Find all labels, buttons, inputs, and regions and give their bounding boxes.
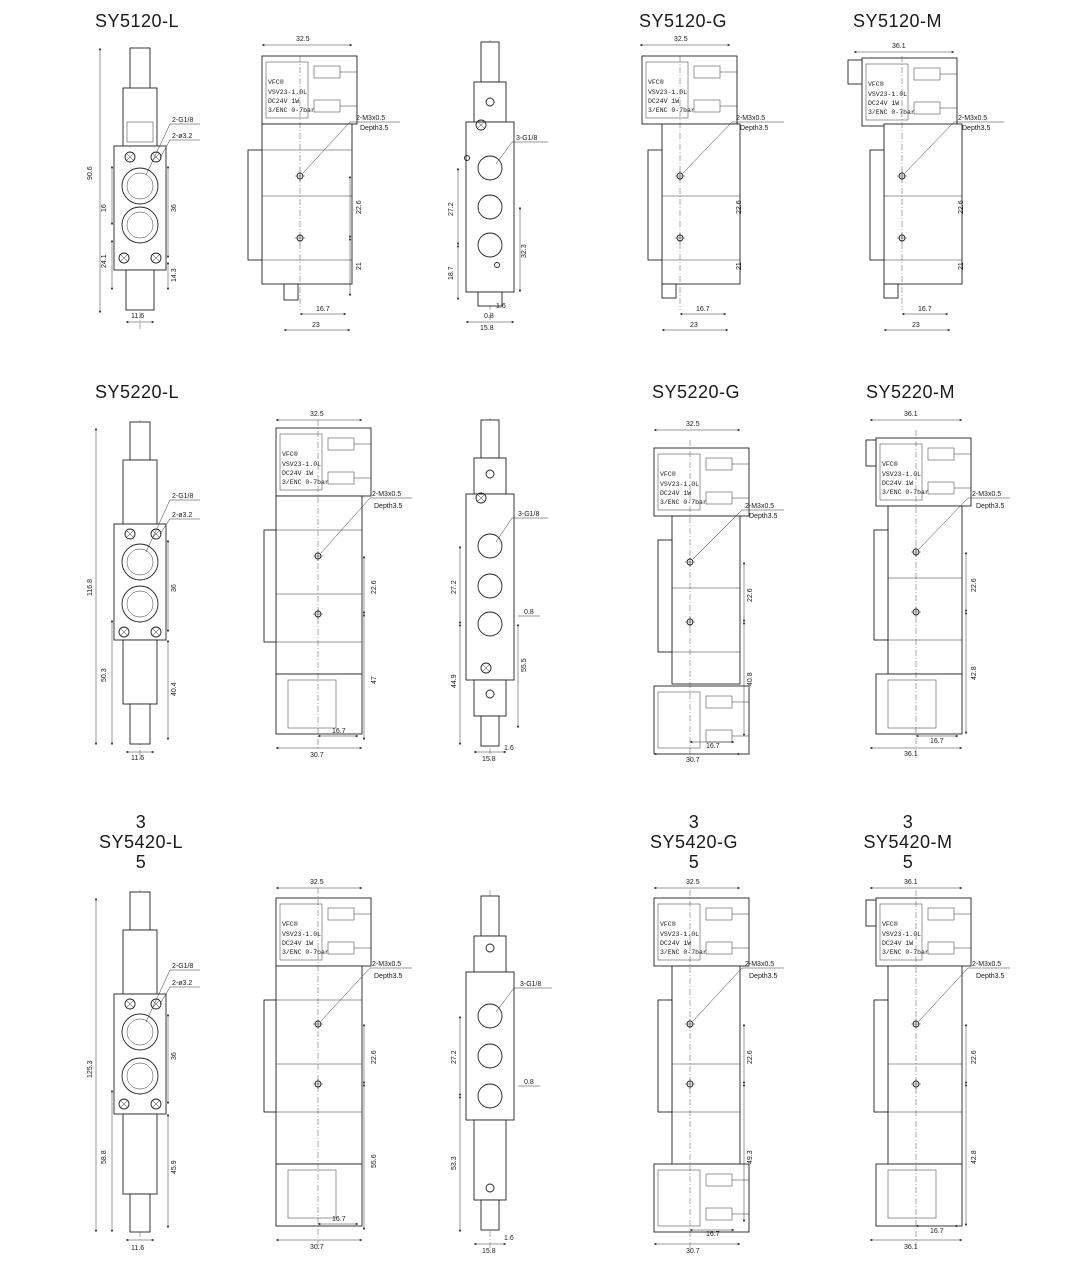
- coil-brand-r2c4: VFC®: [660, 471, 676, 478]
- coil-rating-r2c5: DC24V 1W: [882, 480, 914, 487]
- r1c4-dim-22-6: 22.6: [736, 200, 743, 214]
- r1-dim-14-3: 14.3: [171, 268, 178, 282]
- r2c3-label-g18: 3-G1/8: [518, 511, 540, 518]
- r3c5-label-depth: Depth3.5: [976, 973, 1005, 980]
- coil-model-r3c4: VSV23-1.0L: [660, 931, 700, 938]
- r1c2-dim-16-7: 16.7: [316, 306, 330, 313]
- r3c2-dim-30-7: 30.7: [310, 1244, 324, 1251]
- r2c2-label-m3: 2-M3x0.5: [372, 491, 402, 498]
- coil-model-r1c2: VSV23-1.0L: [268, 89, 308, 96]
- coil-spec-r3c2: 3/ENC 0-7bar: [282, 949, 329, 956]
- coil-model-r1c4: VSV23-1.0L: [648, 89, 688, 96]
- r2c2-dim-47: 47: [371, 676, 378, 684]
- r3c3-dim-15-8: 15.8: [482, 1248, 496, 1255]
- r3c5-label-m3: 2-M3x0.5: [972, 961, 1002, 968]
- r2-dim-116-8: 116.8: [87, 579, 94, 596]
- r3-label-g18: 2-G1/8: [172, 963, 194, 970]
- coil-spec-r3c5: 3/ENC 0-7bar: [882, 949, 929, 956]
- r1-dim-16: 16: [101, 204, 108, 212]
- r3-side-view: [451, 890, 552, 1255]
- r3c4-dim-32-5: 32.5: [686, 879, 700, 886]
- r2c5-dim-22-6: 22.6: [971, 578, 978, 592]
- r1c4-dim-21: 21: [736, 262, 743, 270]
- coil-spec-r2c5: 3/ENC 0-7bar: [882, 489, 929, 496]
- r1c5-dim-23: 23: [912, 322, 920, 329]
- r2c2-dim-30-7: 30.7: [310, 752, 324, 759]
- r3c4-dim-49-3: 49.3: [747, 1150, 754, 1164]
- r2c4-label-depth: Depth3.5: [749, 513, 778, 520]
- r3-label-pilot: 2-ø3.2: [172, 980, 193, 987]
- r1c4-label-m3: 2-M3x0.5: [736, 115, 766, 122]
- r2-label-pilot: 2-ø3.2: [172, 512, 193, 519]
- title-sy5120-g: SY5120-G: [639, 11, 728, 31]
- r3c3-dim-1-6: 1.6: [504, 1235, 514, 1242]
- r2c5-dim-36-1b: 36.1: [904, 751, 918, 758]
- r1-label-pilot: 2-ø3.2: [172, 133, 193, 140]
- coil-brand-r1c5: VFC®: [868, 81, 884, 88]
- r2c2-dim-32-5: 32.5: [310, 411, 324, 418]
- r1c5-dim-21: 21: [958, 262, 965, 270]
- r1c3-dim-0-8: 0.8: [484, 313, 494, 320]
- r3c4-dim-30-7: 30.7: [686, 1248, 700, 1255]
- r3c5-dim-36-1b: 36.1: [904, 1244, 918, 1251]
- title-sy5120-m: SY5120-M: [853, 11, 943, 31]
- r1c2-dim-32-5: 32.5: [296, 36, 310, 43]
- coil-brand-r3c5: VFC®: [882, 921, 898, 928]
- r2c4-dim-22-6: 22.6: [747, 588, 754, 602]
- r3-top-view-l: [87, 890, 200, 1252]
- r1-label-g18: 2-G1/8: [172, 117, 194, 124]
- coil-rating-r1c5: DC24V 1W: [868, 100, 900, 107]
- r3c2-label-depth: Depth3.5: [374, 973, 403, 980]
- r3-dim-45-9: 45.9: [171, 1160, 178, 1174]
- r2c2-label-depth: Depth3.5: [374, 503, 403, 510]
- title-sy5220-l: SY5220-L: [95, 382, 180, 402]
- coil-brand-r2c2: VFC®: [282, 451, 298, 458]
- r3c2-label-m3: 2-M3x0.5: [372, 961, 402, 968]
- r3c2-dim-32-5: 32.5: [310, 879, 324, 886]
- coil-brand-r1c4: VFC®: [648, 79, 664, 86]
- r2c4-dim-30-7: 30.7: [686, 757, 700, 764]
- r3-dim-36: 36: [171, 1052, 178, 1060]
- r3c5-dim-36-1: 36.1: [904, 879, 918, 886]
- r2c4-label-m3: 2-M3x0.5: [745, 503, 775, 510]
- r1-top-view-l: [87, 48, 200, 330]
- r1-side-view: [448, 40, 548, 332]
- r3c2-dim-16-7: 16.7: [332, 1216, 346, 1223]
- title-sy5420-l-top: 3: [135, 812, 147, 832]
- r1c2-dim-22-6: 22.6: [356, 200, 363, 214]
- coil-model-r2c2: VSV23-1.0L: [282, 461, 322, 468]
- r1c4-dim-32-5: 32.5: [674, 36, 688, 43]
- r2c4-dim-40-8: 40.8: [747, 672, 754, 686]
- r1c4-dim-16-7: 16.7: [696, 306, 710, 313]
- r3c5-dim-16-7: 16.7: [930, 1228, 944, 1235]
- coil-labels: [268, 78, 929, 956]
- r1c5-dim-22-6: 22.6: [958, 200, 965, 214]
- coil-brand-r2c5: VFC®: [882, 461, 898, 468]
- r1c3-dim-15-8: 15.8: [480, 325, 494, 332]
- r1c3-dim-1-6: 1.6: [496, 303, 506, 310]
- coil-rating-r3c2: DC24V 1W: [282, 940, 314, 947]
- r2c3-dim-55-5: 55.5: [521, 658, 528, 672]
- coil-brand-r1c2: VFC®: [268, 79, 284, 86]
- r1c5-dim-16-7: 16.7: [918, 306, 932, 313]
- title-sy5420-g-top: 3: [688, 812, 700, 832]
- r1c4-dim-23: 23: [690, 322, 698, 329]
- r2c3-dim-0-8: 0.8: [524, 609, 534, 616]
- coil-spec-r1c5: 3/ENC 0-7bar: [868, 109, 915, 116]
- r1c2-label-depth: Depth3.5: [360, 125, 389, 132]
- r1c2-dim-21: 21: [356, 262, 363, 270]
- r1-dim-90-6: 90.6: [87, 166, 94, 180]
- r3-dim-125-3: 125.3: [87, 1060, 94, 1078]
- title-sy5120-l: SY5120-L: [95, 11, 180, 31]
- title-sy5420-m-bot: 5: [902, 852, 914, 872]
- coil-rating-r1c4: DC24V 1W: [648, 98, 680, 105]
- r3-dim-58-8: 58.8: [101, 1150, 108, 1164]
- r2c3-dim-15-8: 15.8: [482, 756, 496, 763]
- coil-rating-r1c2: DC24V 1W: [268, 98, 300, 105]
- r2c5-dim-16-7: 16.7: [930, 738, 944, 745]
- coil-model-r3c5: VSV23-1.0L: [882, 931, 922, 938]
- r1c4-label-depth: Depth3.5: [740, 125, 769, 132]
- r3c2-dim-55-6: 55.6: [371, 1154, 378, 1168]
- r1c5-dim-36-1: 36.1: [892, 43, 906, 50]
- coil-rating-r3c5: DC24V 1W: [882, 940, 914, 947]
- r1c3-label-g18: 3-G1/8: [516, 135, 538, 142]
- r3c3-label-g18: 3-G1/8: [520, 981, 542, 988]
- r2c5-label-m3: 2-M3x0.5: [972, 491, 1002, 498]
- r1-dim-36: 36: [171, 204, 178, 212]
- coil-brand-r3c2: VFC®: [282, 921, 298, 928]
- r2-dim-50-3: 50.3: [101, 668, 108, 682]
- title-sy5420-m-top: 3: [902, 812, 914, 832]
- r2-side-view: [451, 418, 548, 763]
- r2c4-dim-16-7: 16.7: [706, 743, 720, 750]
- r2c3-dim-1-6: 1.6: [504, 745, 514, 752]
- r1c3-dim-32-3: 32.3: [521, 244, 528, 258]
- r2-dim-36: 36: [171, 584, 178, 592]
- coil-spec-r1c4: 3/ENC 0-7bar: [648, 107, 695, 114]
- r1-dim-24-1: 24.1: [101, 254, 108, 268]
- r1c5-label-m3: 2-M3x0.5: [958, 115, 988, 122]
- title-sy5420-g-mid: SY5420-G: [649, 832, 739, 852]
- r2c5-dim-42-8: 42.8: [971, 666, 978, 680]
- r3c4-label-depth: Depth3.5: [749, 973, 778, 980]
- coil-spec-r1c2: 3/ENC 0-7bar: [268, 107, 315, 114]
- r3c2-dim-22-6: 22.6: [371, 1050, 378, 1064]
- r2c5-label-depth: Depth3.5: [976, 503, 1005, 510]
- coil-model-r2c5: VSV23-1.0L: [882, 471, 922, 478]
- r2-top-view-l: [87, 420, 200, 762]
- r2c5-dim-36-1: 36.1: [904, 411, 918, 418]
- r3c4-dim-16-7: 16.7: [706, 1231, 720, 1238]
- r2c2-dim-22-6: 22.6: [371, 580, 378, 594]
- r3c3-dim-27-2: 27.2: [451, 1050, 458, 1064]
- coil-spec-r2c4: 3/ENC 0-7bar: [660, 499, 707, 506]
- coil-model-r2c4: VSV23-1.0L: [660, 481, 700, 488]
- r2c2-dim-16-7: 16.7: [332, 728, 346, 735]
- r1c3-dim-27-2: 27.2: [448, 202, 455, 216]
- r1c5-label-depth: Depth3.5: [962, 125, 991, 132]
- r3c5-dim-42-8: 42.8: [971, 1150, 978, 1164]
- title-sy5420-m-mid: SY5420-M: [863, 832, 953, 852]
- coil-model-r1c5: VSV23-1.0L: [868, 91, 908, 98]
- r2c3-dim-27-2: 27.2: [451, 580, 458, 594]
- coil-rating-r3c4: DC24V 1W: [660, 940, 692, 947]
- coil-spec-r2c2: 3/ENC 0-7bar: [282, 479, 329, 486]
- r2c4-dim-32-5: 32.5: [686, 421, 700, 428]
- coil-model-r3c2: VSV23-1.0L: [282, 931, 322, 938]
- coil-brand-r3c4: VFC®: [660, 921, 676, 928]
- coil-rating-r2c4: DC24V 1W: [660, 490, 692, 497]
- r2c3-dim-44-9: 44.9: [451, 674, 458, 688]
- r3c5-dim-22-6: 22.6: [971, 1050, 978, 1064]
- r3c3-dim-53-3: 53.3: [451, 1156, 458, 1170]
- r1c3-dim-18-7: 18.7: [448, 266, 455, 280]
- r2-label-g18: 2-G1/8: [172, 493, 194, 500]
- r2-dim-11-6: 11.6: [131, 755, 145, 762]
- r1c2-dim-23: 23: [312, 322, 320, 329]
- r2-dim-40-4: 40.4: [171, 682, 178, 696]
- r1c2-label-m3: 2-M3x0.5: [356, 115, 386, 122]
- title-sy5420-l-mid: SY5420-L: [98, 832, 184, 852]
- r3c4-dim-22-6: 22.6: [747, 1050, 754, 1064]
- r3-dim-11-6: 11.6: [131, 1245, 145, 1252]
- coil-spec-r3c4: 3/ENC 0-7bar: [660, 949, 707, 956]
- title-sy5220-g: SY5220-G: [652, 382, 741, 402]
- r3c4-label-m3: 2-M3x0.5: [745, 961, 775, 968]
- r1-dim-11-6: 11.6: [131, 313, 145, 320]
- title-sy5420-l-bot: 5: [135, 852, 147, 872]
- title-sy5420-g-bot: 5: [688, 852, 700, 872]
- coil-rating-r2c2: DC24V 1W: [282, 470, 314, 477]
- r3c3-dim-0-8: 0.8: [524, 1079, 534, 1086]
- title-sy5220-m: SY5220-M: [866, 382, 956, 402]
